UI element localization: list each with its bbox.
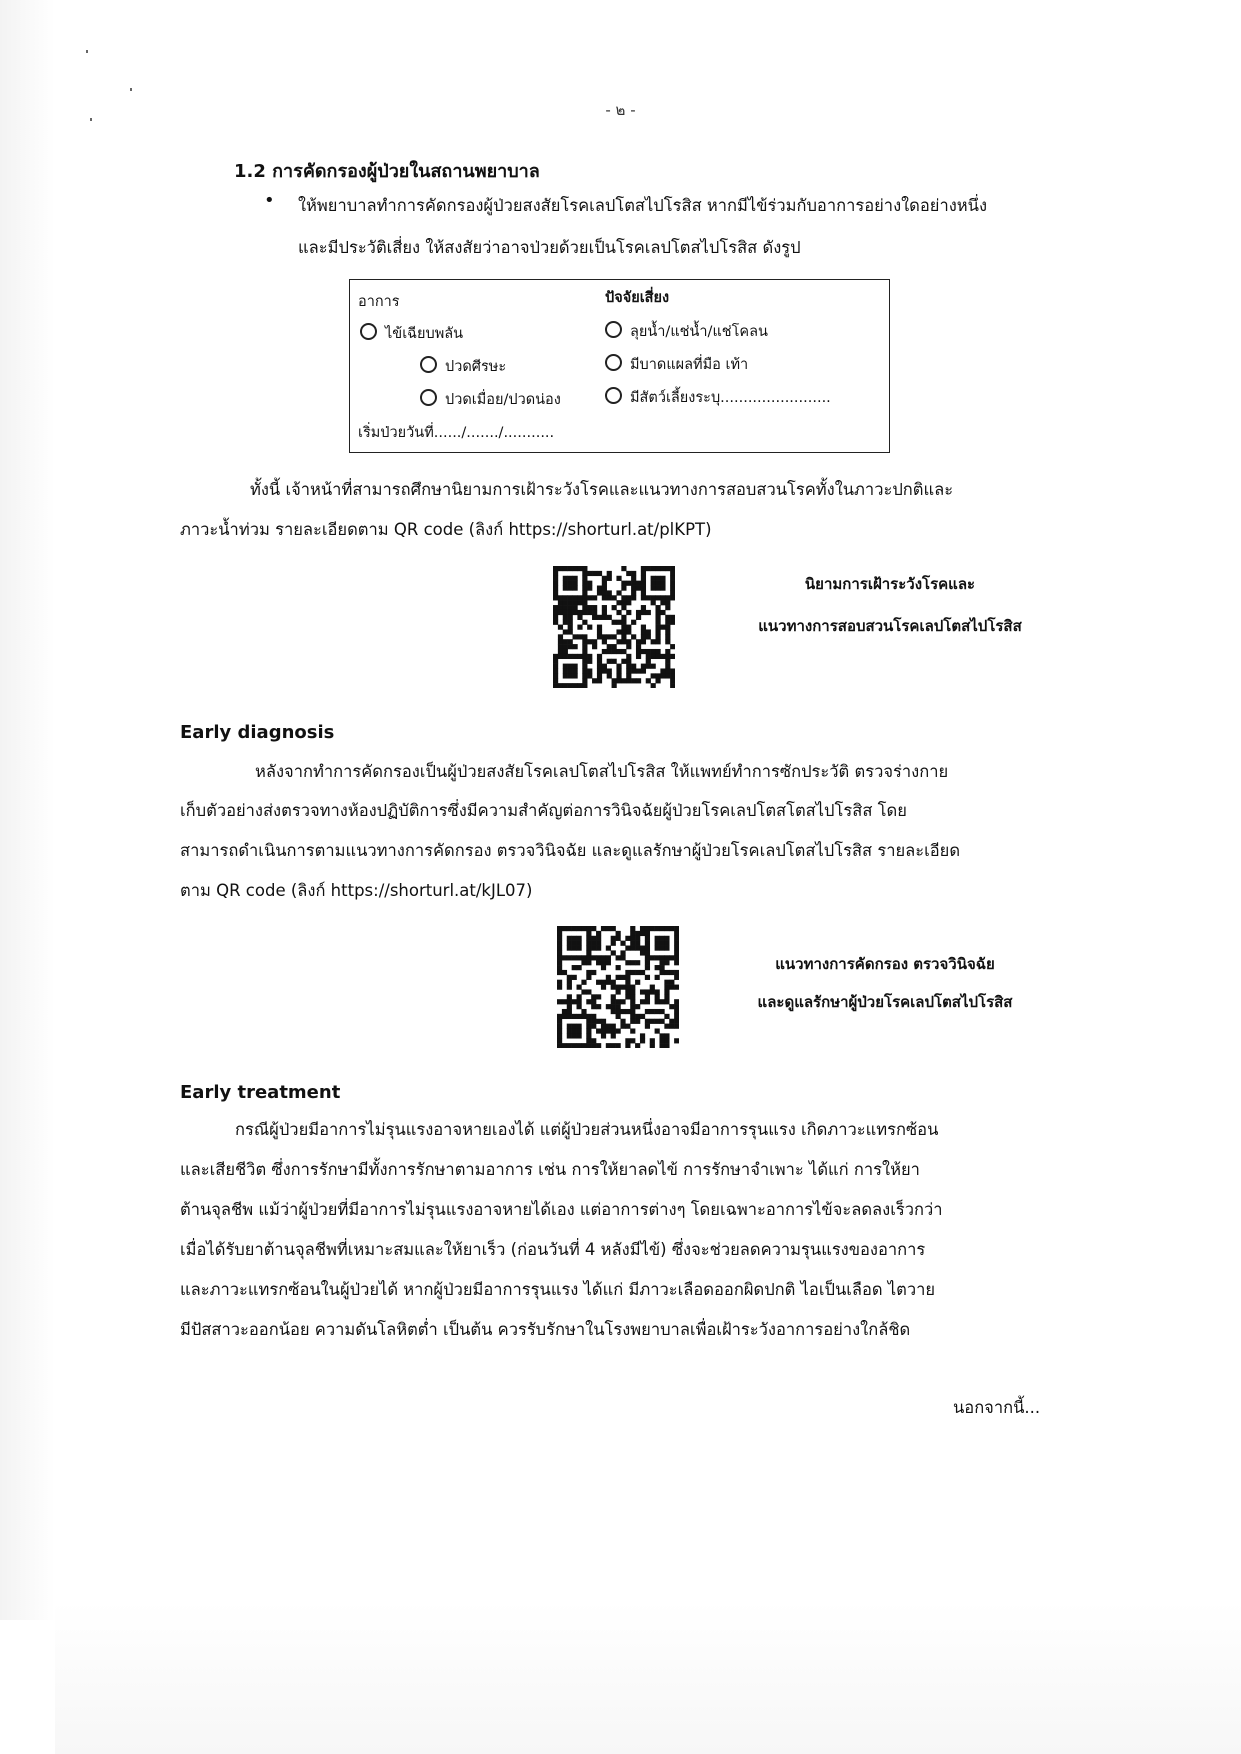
radio-circle-icon xyxy=(605,321,622,338)
qr-code-diagnosis[interactable] xyxy=(557,926,679,1048)
diagnosis-text-line: สามารถดำเนินการตามแนวทางการคัดกรอง ตรวจวินิจฉัย และดูแลรักษาผู้ป่วยโรคเลปโตสไปโรสิส รายละเอียด xyxy=(180,841,961,860)
diagnosis-text-line: หลังจากทำการคัดกรองเป็นผู้ป่วยสงสัยโรคเลปโตสไปโรสิส ให้แพทย์ทำการซักประวัติ ตรวจร่างกาย xyxy=(255,762,949,781)
bullet-icon: • xyxy=(264,190,275,211)
continuation-text: นอกจากนี้... xyxy=(953,1398,1041,1417)
symptom-option[interactable]: ไข้เฉียบพลัน xyxy=(360,322,463,345)
symptoms-title: อาการ xyxy=(358,294,400,310)
diagnosis-text-line: เก็บตัวอย่างส่งตรวจทางห้องปฏิบัติการซึ่งมีความสำคัญต่อการวินิจฉัยผู้ป่วยโรคเลปโตสโตสไปโรสิส โดย xyxy=(180,801,907,820)
qr-caption: และดูแลรักษาผู้ป่วยโรคเลปโตสไปโรสิส xyxy=(757,993,1013,1011)
radio-circle-icon xyxy=(605,387,622,404)
risk-option[interactable]: ลุยน้ำ/แช่น้ำ/แช่โคลน xyxy=(605,320,768,343)
qr-code-surveillance[interactable] xyxy=(553,566,675,688)
bullet-text-line: ให้พยาบาลทำการคัดกรองผู้ป่วยสงสัยโรคเลปโตสไปโรสิส หากมีไข้ร่วมกับอาการอย่างใดอย่างหนึ่ง xyxy=(298,196,988,215)
radio-circle-icon xyxy=(605,354,622,371)
scan-speck xyxy=(86,50,88,53)
early-diagnosis-heading: Early diagnosis xyxy=(180,722,335,743)
radio-circle-icon xyxy=(360,323,377,340)
qr-pattern xyxy=(553,566,675,688)
surveillance-text-line: ภาวะน้ำท่วม รายละเอียดตาม QR code (ลิงก์ https://shorturl.at/plKPT) xyxy=(180,520,712,539)
surveillance-text-line: ทั้งนี้ เจ้าหน้าที่สามารถศึกษานิยามการเฝ้าระวังโรคและแนวทางการสอบสวนโรคทั้งในภาวะปกติและ xyxy=(250,480,954,499)
symptom-option[interactable]: ปวดเมื่อย/ปวดน่อง xyxy=(420,388,561,411)
early-treatment-heading: Early treatment xyxy=(180,1082,341,1103)
page-number: - ๒ - xyxy=(605,101,636,119)
risk-option[interactable]: มีสัตว์เลี้ยงระบุ........................ xyxy=(605,386,831,409)
treatment-text-line: กรณีผู้ป่วยมีอาการไม่รุนแรงอาจหายเองได้ แต่ผู้ป่วยส่วนหนึ่งอาจมีอาการรุนแรง เกิดภาวะแทรกซ้อน xyxy=(235,1120,939,1139)
risk-option[interactable]: มีบาดแผลที่มือ เท้า xyxy=(605,353,748,376)
diagnosis-text-line: ตาม QR code (ลิงก์ https://shorturl.at/kJL07) xyxy=(180,881,533,900)
scan-shadow xyxy=(0,0,55,1620)
scan-speck xyxy=(130,88,132,91)
radio-circle-icon xyxy=(420,389,437,406)
qr-pattern xyxy=(557,926,679,1048)
qr-caption: แนวทางการสอบสวนโรคเลปโตสไปโรสิส xyxy=(758,617,1022,635)
treatment-text-line: ต้านจุลชีพ แม้ว่าผู้ป่วยที่มีอาการไม่รุนแรงอาจหายได้เอง แต่อาการต่างๆ โดยเฉพาะอาการไข้จะลดลงเร็วกว่า xyxy=(180,1200,943,1219)
symptom-option[interactable]: ปวดศีรษะ xyxy=(420,355,506,378)
radio-circle-icon xyxy=(420,356,437,373)
screening-form-box xyxy=(349,279,890,453)
onset-date-field: เริ่มป่วยวันที่....../......./........... xyxy=(358,425,555,441)
qr-caption: นิยามการเฝ้าระวังโรคและ xyxy=(804,575,976,593)
risk-title: ปัจจัยเสี่ยง xyxy=(605,290,670,306)
treatment-text-line: เมื่อได้รับยาต้านจุลชีพที่เหมาะสมและให้ยาเร็ว (ก่อนวันที่ 4 หลังมีไข้) ซึ่งจะช่วยลดความรุนแรงของอาการ xyxy=(180,1240,926,1259)
qr-caption: แนวทางการคัดกรอง ตรวจวินิจฉัย xyxy=(775,955,995,973)
treatment-text-line: และภาวะแทรกซ้อนในผู้ป่วยได้ หากผู้ป่วยมีอาการรุนแรง ได้แก่ มีภาวะเลือดออกผิดปกติ ไอเป็นเลือด ไตวาย xyxy=(180,1280,936,1299)
treatment-text-line: มีปัสสาวะออกน้อย ความดันโลหิตต่ำ เป็นต้น ควรรับรักษาในโรงพยาบาลเพื่อเฝ้าระวังอาการอย่างใกล้ชิด xyxy=(180,1320,911,1339)
scan-shadow-bottom xyxy=(55,1600,1241,1754)
section-heading-1-2: 1.2 การคัดกรองผู้ป่วยในสถานพยาบาล xyxy=(234,161,540,182)
bullet-text-line: และมีประวัติเสี่ยง ให้สงสัยว่าอาจป่วยด้วยเป็นโรคเลปโตสไปโรสิส ดังรูป xyxy=(298,238,801,257)
treatment-text-line: และเสียชีวิต ซึ่งการรักษามีทั้งการรักษาตามอาการ เช่น การให้ยาลดไข้ การรักษาจำเพาะ ได้แก่ การให้ยา xyxy=(180,1160,920,1179)
